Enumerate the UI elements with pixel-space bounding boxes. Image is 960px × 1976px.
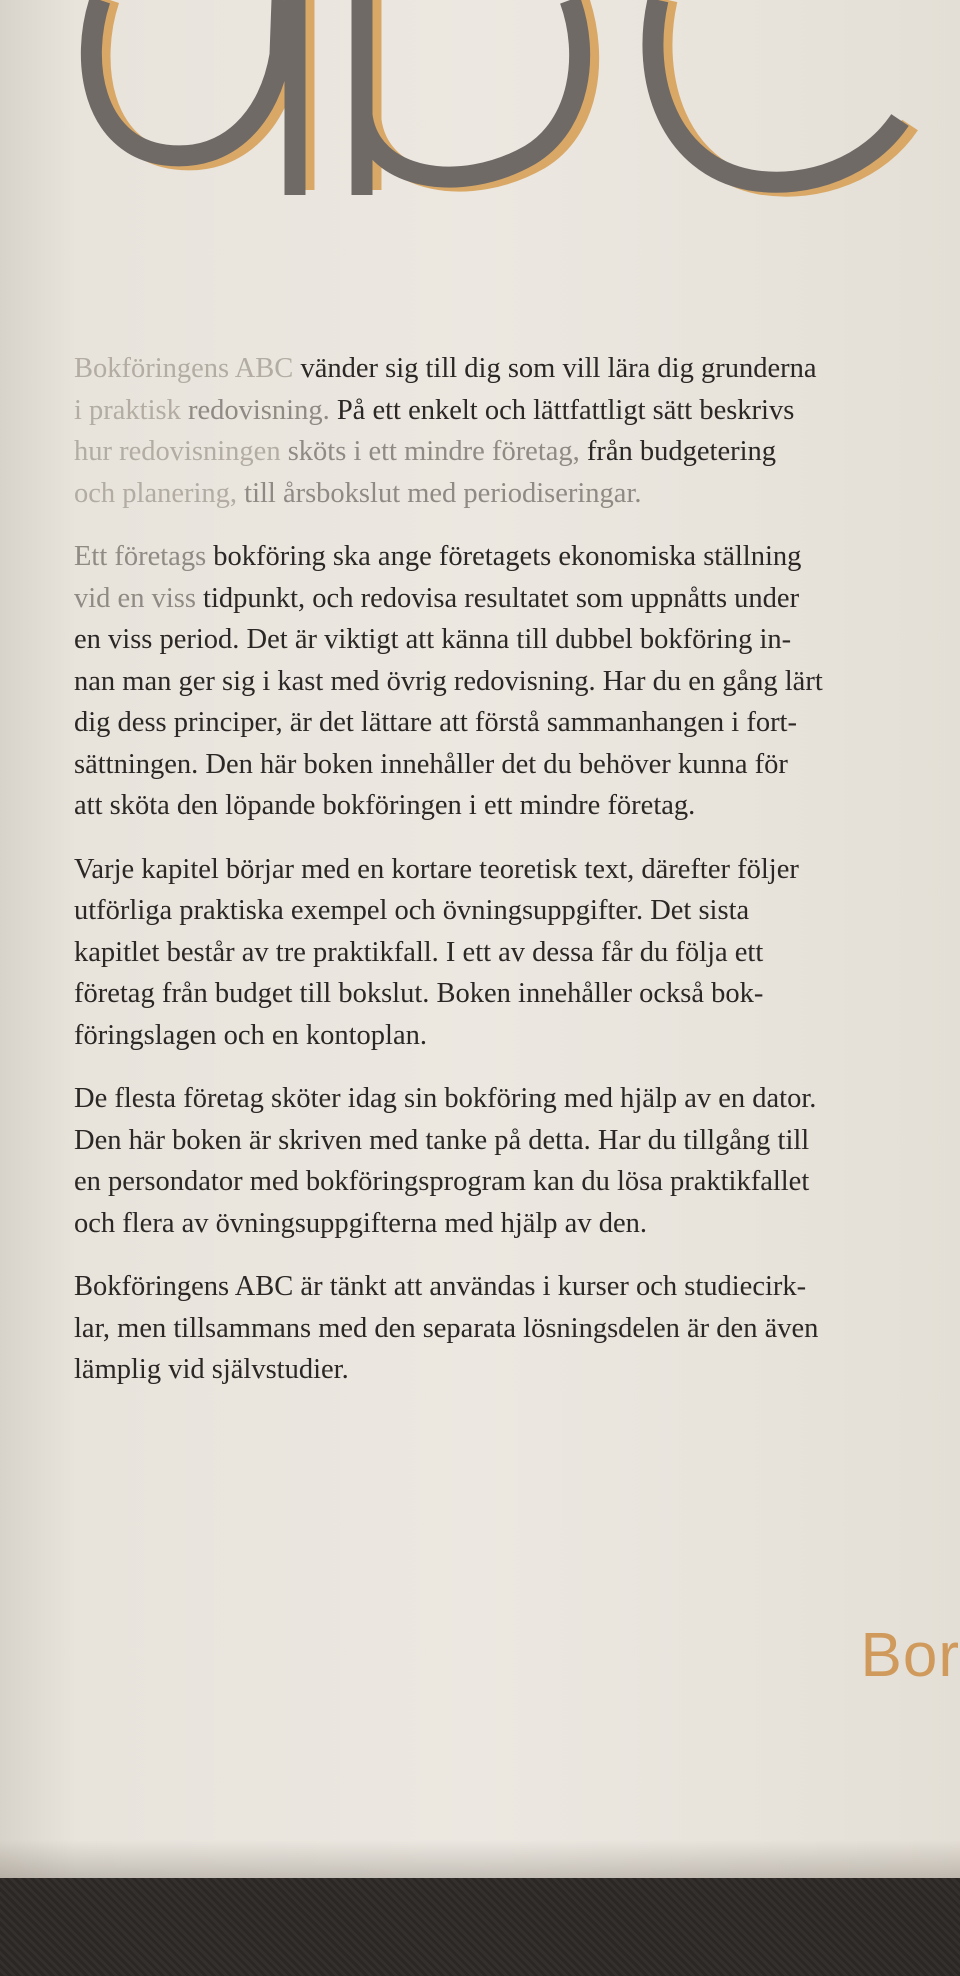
table-surface (0, 1878, 960, 1976)
paragraph-1: Bokföringens ABC vänder sig till dig som vill lära dig grunderna i praktisk redovisning. På ett enkelt och lättfattligt sätt beskrivs hur redovisningen sköts i ett mindre företag, från budgetering och planering, till årsbokslut med periodiseringar. (74, 353, 817, 509)
p2-line4: nan man ger sig i kast med övrig redovisning. Har du en gång lärt (74, 665, 823, 697)
p2-line6: sättningen. Den här boken innehåller det du behöver kunna för (74, 748, 788, 780)
p1-line1: vänder sig till dig som vill lära dig grunderna (300, 353, 817, 384)
p5-line2: lar, men tillsammans med den separata lösningsdelen är den även (74, 1312, 819, 1344)
paragraph-4 (74, 1078, 924, 1244)
paragraph-5 (74, 1266, 924, 1391)
p4-line2: Den här boken är skriven med tanke på detta. Har du tillgång till (74, 1124, 810, 1156)
p4-line1: De flesta företag sköter idag sin bokföring med hjälp av en dator. (74, 1083, 817, 1114)
p5-line3: lämplig vid självstudier. (74, 1354, 349, 1385)
p2-line5: dig dess principer, är det lättare att förstå sammanhangen i fort- (74, 707, 797, 738)
p2-line3: en viss period. Det är viktigt att känna till dubbel bokföring in- (74, 624, 792, 655)
page-edge-shadow (0, 1840, 960, 1878)
paragraph-3 (74, 849, 924, 1057)
paragraph-2: Ett företags bokföring ska ange företagets ekonomiska ställning vid en viss tidpunkt, och redovisa resultatet som uppnåtts under en viss period. Det är viktigt att känna till dubbel bokföring in- nan man ger sig i kast med övrig redovisning. Har du en gång lärt dig dess principer, är det lättare att förstå sammanhangen i fort- sättningen. Den här boken innehåller det du behöver kunna för att sköta den löpande bokföringen i ett mindre företag. (74, 536, 924, 827)
p3-line2: utförliga praktiska exempel och övningsuppgifter. Det sista (74, 895, 750, 926)
abc-logo (0, 0, 960, 230)
p4-line4: och flera av övningsuppgifterna med hjälp av den. (74, 1207, 647, 1239)
p3-line3: kapitlet består av tre praktikfall. I ett av dessa får du följa ett (74, 936, 764, 968)
p3-line1: Varje kapitel börjar med en kortare teoretisk text, därefter följer (74, 853, 799, 885)
p3-line5: föringslagen och en kontoplan. (74, 1019, 427, 1051)
description-text (74, 348, 924, 1413)
p3-line4: företag från budget till bokslut. Boken innehåller också bok- (74, 978, 764, 1009)
p2-line7: att sköta den löpande bokföringen i ett mindre företag. (74, 790, 696, 821)
p5-line1: Bokföringens ABC är tänkt att användas i kurser och studiecirk- (74, 1271, 807, 1302)
p4-line3: en persondator med bokföringsprogram kan du lösa praktikfallet (74, 1166, 810, 1197)
spine-title-fragment: Bor (860, 1621, 960, 1690)
